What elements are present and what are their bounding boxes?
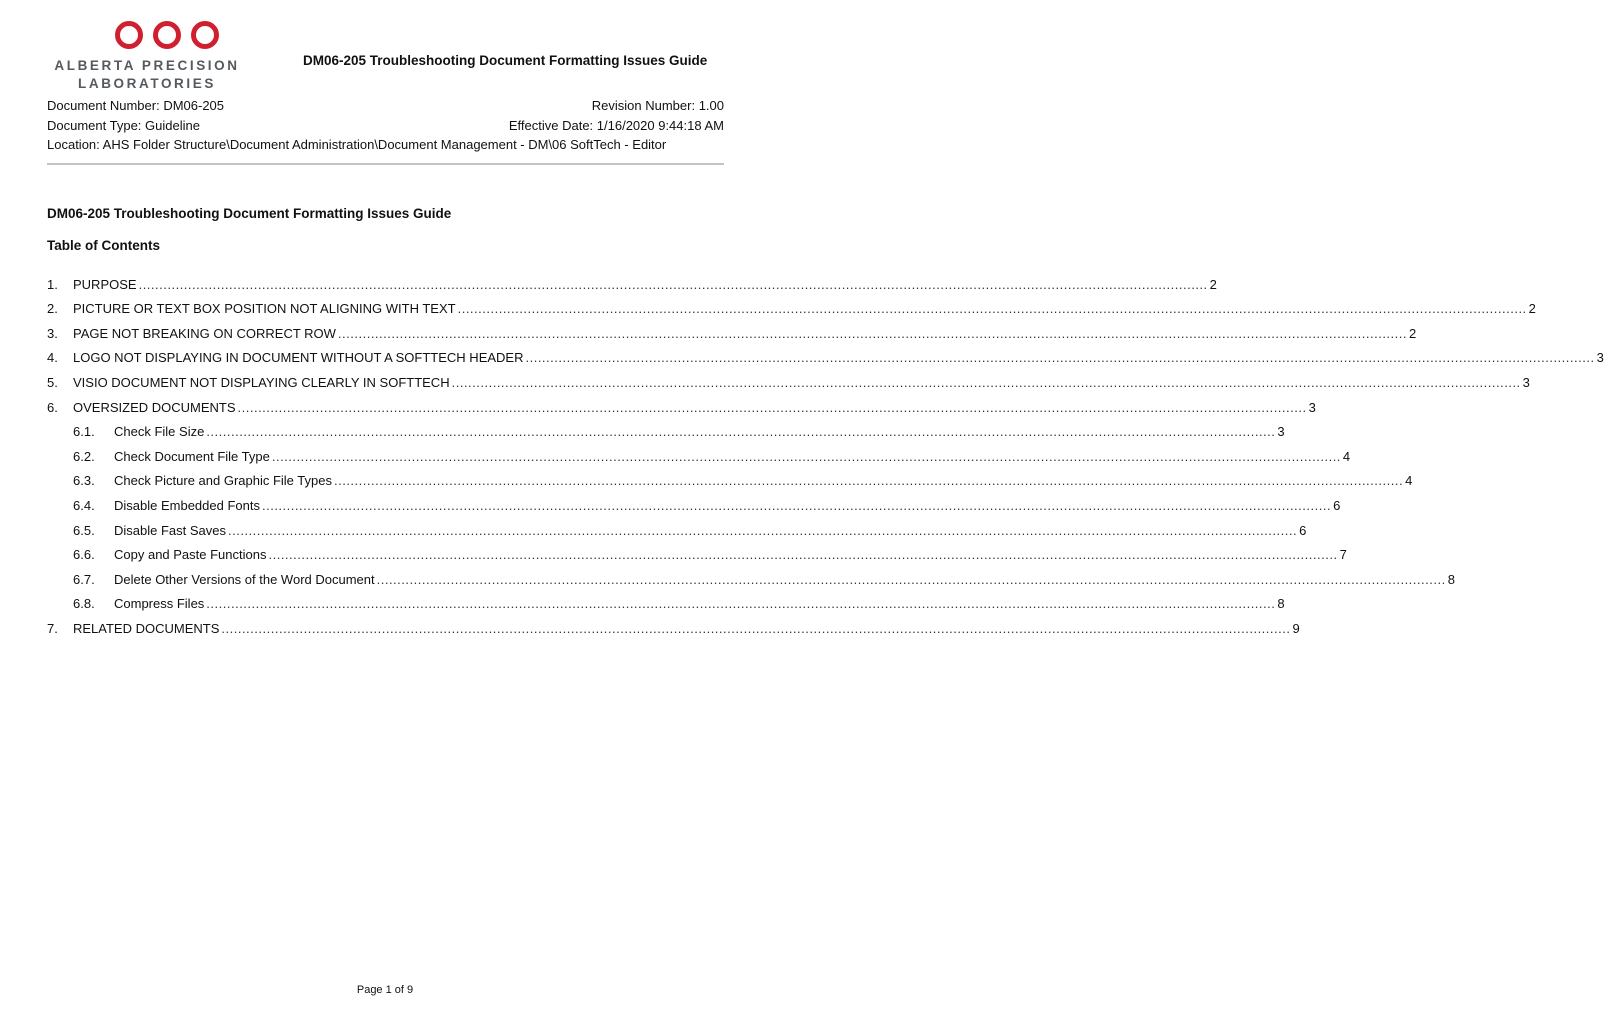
toc-page-number: 3 <box>1308 399 1316 415</box>
toc-number: 2. <box>47 301 58 317</box>
toc-label: LOGO NOT DISPLAYING IN DOCUMENT WITHOUT A SOFTTECH HEADER <box>73 350 524 366</box>
toc-leader-dots: .................................................................................................................................................................................................................................................................... <box>333 473 1404 489</box>
toc-page-number: 8 <box>1277 596 1285 612</box>
document-type: Document Type: Guideline <box>47 118 200 133</box>
toc-label: VISIO DOCUMENT NOT DISPLAYING CLEARLY IN SOFTTECH <box>73 374 450 390</box>
effective-date: Effective Date: 1/16/2020 9:44:18 AM <box>508 118 724 133</box>
revision-number: Revision Number: 1.00 <box>591 98 724 113</box>
toc-number: 4. <box>47 350 58 366</box>
table-of-contents <box>47 268 1604 637</box>
toc-number: 6.7. <box>73 571 95 587</box>
toc-page-number: 3 <box>1277 424 1285 440</box>
header-document-title: DM06-205 Troubleshooting Document Formatting Issues Guide <box>303 53 708 68</box>
toc-page-number: 2 <box>1209 276 1217 292</box>
toc-number: 7. <box>47 620 58 636</box>
toc-label: RELATED DOCUMENTS <box>73 620 220 636</box>
toc-number: 6.5. <box>73 522 95 538</box>
toc-entry-visio-document[interactable] <box>47 366 1530 391</box>
toc-number: 6.4. <box>73 497 95 513</box>
document-number: Document Number: DM06-205 <box>47 98 225 113</box>
toc-page-number: 6 <box>1299 522 1307 538</box>
toc-page-number: 3 <box>1522 374 1530 390</box>
toc-leader-dots: .................................................................................................................................................................................................................................................................... <box>228 522 1298 538</box>
toc-label: Check File Size <box>114 424 205 440</box>
toc-label: Compress Files <box>114 596 205 612</box>
body-document-title: DM06-205 Troubleshooting Document Formatting Issues Guide <box>47 206 452 221</box>
toc-leader-dots: .................................................................................................................................................................................................................................................................... <box>457 301 1527 317</box>
toc-page-number: 8 <box>1447 571 1455 587</box>
toc-label: PURPOSE <box>73 276 137 292</box>
toc-label: Check Document File Type <box>114 448 270 464</box>
toc-entry-check-file-size[interactable] <box>47 416 1285 441</box>
toc-number: 1. <box>47 276 58 292</box>
toc-label: OVERSIZED DOCUMENTS <box>73 399 236 415</box>
toc-entry-disable-embedded-fonts[interactable] <box>47 489 1341 514</box>
toc-leader-dots: .................................................................................................................................................................................................................................................................... <box>271 448 1341 464</box>
toc-entry-compress-files[interactable] <box>47 588 1285 613</box>
toc-leader-dots: .................................................................................................................................................................................................................................................................... <box>376 571 1446 587</box>
toc-label: Copy and Paste Functions <box>114 547 267 563</box>
toc-leader-dots: .................................................................................................................................................................................................................................................................... <box>268 547 1338 563</box>
toc-leader-dots: .................................................................................................................................................................................................................................................................... <box>206 596 1276 612</box>
document-location: Location: AHS Folder Structure\Document Administration\Document Management - DM\06 SoftTech - Editor <box>47 137 667 152</box>
toc-entry-check-document-file-type[interactable] <box>47 440 1351 465</box>
toc-page-number: 2 <box>1528 301 1536 317</box>
toc-heading: Table of Contents <box>47 238 160 253</box>
header-divider <box>47 163 724 165</box>
toc-page-number: 4 <box>1405 473 1413 489</box>
toc-number: 6.2. <box>73 448 95 464</box>
logo-text-line1: ALBERTA PRECISION <box>54 58 240 73</box>
meta-row-number <box>47 98 724 113</box>
toc-leader-dots: .................................................................................................................................................................................................................................................................... <box>261 497 1332 513</box>
toc-leader-dots: .................................................................................................................................................................................................................................................................... <box>237 399 1307 415</box>
toc-entry-page-breaking[interactable] <box>47 317 1417 342</box>
toc-label: Check Picture and Graphic File Types <box>114 473 332 489</box>
toc-leader-dots: .................................................................................................................................................................................................................................................................... <box>337 325 1407 341</box>
toc-page-number: 9 <box>1292 620 1300 636</box>
toc-label: PAGE NOT BREAKING ON CORRECT ROW <box>73 325 336 341</box>
toc-leader-dots: .................................................................................................................................................................................................................................................................... <box>206 424 1276 440</box>
toc-number: 6. <box>47 399 58 415</box>
toc-number: 6.8. <box>73 596 95 612</box>
toc-entry-check-picture-graphic-types[interactable] <box>47 465 1413 490</box>
toc-page-number: 4 <box>1342 448 1351 464</box>
logo-rings-icon <box>111 20 223 50</box>
toc-leader-dots: .................................................................................................................................................................................................................................................................... <box>221 620 1291 636</box>
toc-entry-picture-position[interactable] <box>47 293 1536 318</box>
toc-leader-dots: .................................................................................................................................................................................................................................................................... <box>451 374 1521 390</box>
page-footer: Page 1 of 9 <box>356 984 414 996</box>
toc-entry-related-documents[interactable] <box>47 612 1300 637</box>
toc-label: Disable Embedded Fonts <box>114 497 260 513</box>
toc-leader-dots: .................................................................................................................................................................................................................................................................... <box>525 350 1595 366</box>
organization-logo <box>47 20 247 92</box>
toc-page-number: 3 <box>1596 350 1604 366</box>
toc-number: 3. <box>47 325 58 341</box>
toc-entry-logo-not-displaying[interactable] <box>47 342 1604 367</box>
toc-entry-delete-other-versions[interactable] <box>47 563 1455 588</box>
toc-page-number: 7 <box>1339 547 1347 563</box>
logo-text-line2: LABORATORIES <box>78 76 216 91</box>
toc-number: 6.6. <box>73 547 95 563</box>
toc-entry-oversized-documents[interactable] <box>47 391 1316 416</box>
toc-page-number: 6 <box>1333 497 1341 513</box>
toc-entry-purpose[interactable] <box>47 268 1217 293</box>
toc-number: 6.1. <box>73 424 95 440</box>
toc-label: Disable Fast Saves <box>114 522 226 538</box>
toc-entry-copy-paste-functions[interactable] <box>47 539 1347 564</box>
toc-number: 5. <box>47 374 58 390</box>
meta-row-type <box>47 118 724 133</box>
toc-leader-dots: .................................................................................................................................................................................................................................................................... <box>138 276 1208 292</box>
toc-label: PICTURE OR TEXT BOX POSITION NOT ALIGNING WITH TEXT <box>73 301 456 317</box>
toc-page-number: 2 <box>1409 325 1417 341</box>
toc-label: Delete Other Versions of the Word Document <box>114 571 375 587</box>
toc-number: 6.3. <box>73 473 95 489</box>
meta-row-location <box>47 137 724 152</box>
toc-entry-disable-fast-saves[interactable] <box>47 514 1307 539</box>
